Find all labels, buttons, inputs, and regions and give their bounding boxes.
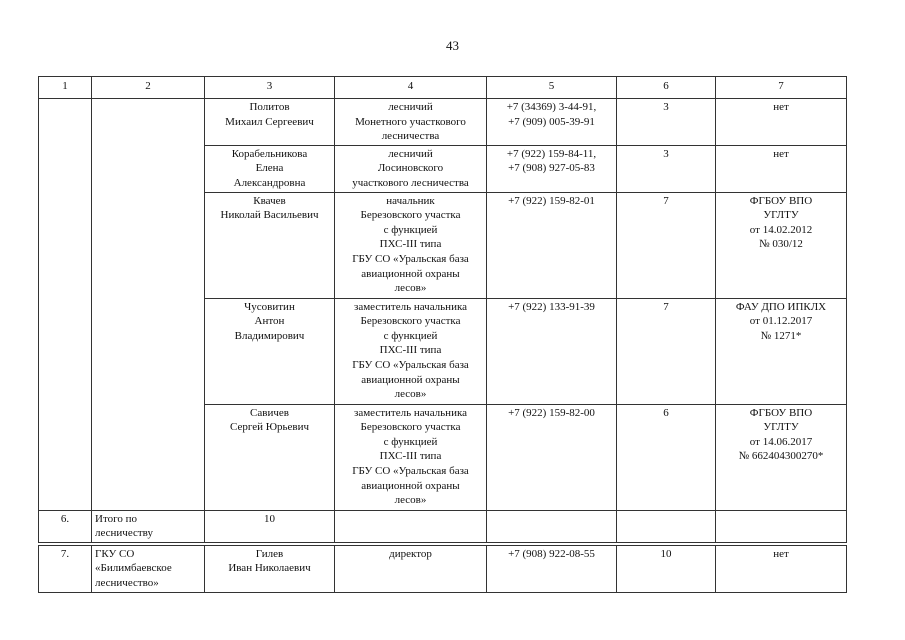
phone: +7 (922) 159-82-00 (487, 404, 617, 510)
position: заместитель начальника Березовского участка с функцией ПХС-III типа ГБУ СО «Уральская база авиационной охраны лесов» (335, 404, 487, 510)
empty-cell (39, 192, 92, 298)
experience: 7 (617, 192, 716, 298)
empty-cell (716, 510, 847, 542)
experience: 10 (617, 545, 716, 592)
phone: +7 (922) 133-91-39 (487, 298, 617, 404)
experience: 3 (617, 99, 716, 146)
position: заместитель начальника Березовского участка с функцией ПХС-III типа ГБУ СО «Уральская база авиационной охраны лесов» (335, 298, 487, 404)
empty-cell (39, 298, 92, 404)
total-label: Итого по лесничеству (92, 510, 205, 542)
staff-table (38, 76, 847, 593)
empty-cell (617, 510, 716, 542)
phone: +7 (34369) 3-44-91, +7 (909) 005-39-91 (487, 99, 617, 146)
table-row (39, 99, 847, 146)
phone: +7 (908) 922-08-55 (487, 545, 617, 592)
empty-cell (92, 145, 205, 192)
empty-cell (92, 298, 205, 404)
empty-cell (92, 404, 205, 510)
header-row (39, 77, 847, 99)
header-cell: 4 (335, 77, 487, 99)
header-cell: 6 (617, 77, 716, 99)
total-row (39, 510, 847, 542)
position: лесничий Монетного участкового лесничества (335, 99, 487, 146)
experience: 7 (617, 298, 716, 404)
empty-cell (92, 99, 205, 146)
training: ФАУ ДПО ИПКЛХ от 01.12.2017 № 1271* (716, 298, 847, 404)
person-name: Савичев Сергей Юрьевич (205, 404, 335, 510)
row-number: 7. (39, 545, 92, 592)
person-name: Квачев Николай Васильевич (205, 192, 335, 298)
person-name: Корабельникова Елена Александровна (205, 145, 335, 192)
training: нет (716, 545, 847, 592)
row-number: 6. (39, 510, 92, 542)
empty-cell (335, 510, 487, 542)
empty-cell (39, 404, 92, 510)
table-row (39, 145, 847, 192)
table-row (39, 404, 847, 510)
person-name: Политов Михаил Сергеевич (205, 99, 335, 146)
header-cell: 7 (716, 77, 847, 99)
table-row (39, 192, 847, 298)
training: ФГБОУ ВПО УГЛТУ от 14.02.2012 № 030/12 (716, 192, 847, 298)
header-cell: 2 (92, 77, 205, 99)
page-number: 43 (446, 38, 459, 53)
position: лесничий Лосиновского участкового лесничества (335, 145, 487, 192)
empty-cell (39, 99, 92, 146)
training: нет (716, 99, 847, 146)
table-row (39, 298, 847, 404)
header-cell: 3 (205, 77, 335, 99)
training: ФГБОУ ВПО УГЛТУ от 14.06.2017 № 662404300270* (716, 404, 847, 510)
total-value: 10 (205, 510, 335, 542)
experience: 3 (617, 145, 716, 192)
forestry-name: ГКУ СО «Билимбаевское лесничество» (92, 545, 205, 592)
position: директор (335, 545, 487, 592)
header-cell: 5 (487, 77, 617, 99)
header-cell: 1 (39, 77, 92, 99)
phone: +7 (922) 159-84-11, +7 (908) 927-05-83 (487, 145, 617, 192)
empty-cell (92, 192, 205, 298)
phone: +7 (922) 159-82-01 (487, 192, 617, 298)
person-name: Чусовитин Антон Владимирович (205, 298, 335, 404)
position: начальник Березовского участка с функцией ПХС-III типа ГБУ СО «Уральская база авиационной охраны лесов» (335, 192, 487, 298)
training: нет (716, 145, 847, 192)
empty-cell (487, 510, 617, 542)
table-row (39, 545, 847, 592)
empty-cell (39, 145, 92, 192)
person-name: Гилев Иван Николаевич (205, 545, 335, 592)
experience: 6 (617, 404, 716, 510)
